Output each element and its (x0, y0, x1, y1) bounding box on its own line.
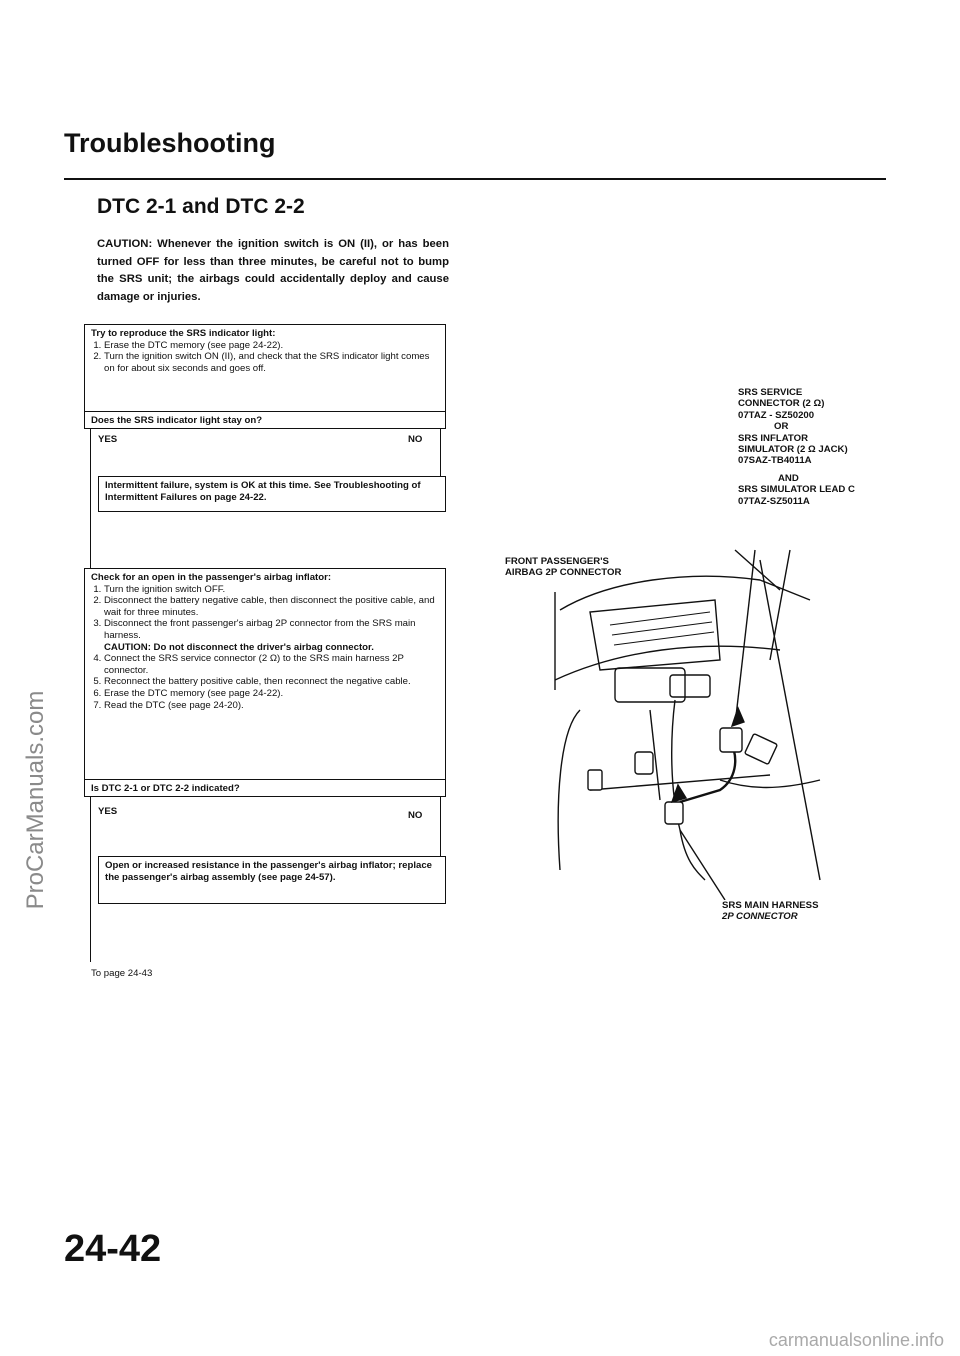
step1-item: 1. Erase the DTC memory (see page 24-22). (104, 340, 439, 352)
caution-text: CAUTION: Whenever the ignition switch is ON (II), or has been turned OFF for less than three minutes, be careful not to bump the SRS unit; the airbags could accidentally deploy and cause damage or injuries. (97, 238, 449, 303)
watermark-text: ProCarManuals.com (22, 690, 49, 910)
tool-line: 07SAZ-TB4011A (738, 455, 812, 467)
step1-heading: Try to reproduce the SRS indicator light: (91, 328, 276, 339)
step1-list (91, 340, 439, 375)
q1-right-line (440, 429, 441, 477)
result1-text: Intermittent failure, system is OK at this time. See Troubleshooting of Intermittent Failures on page 24-22. (105, 480, 421, 503)
passenger-2p-connector (720, 728, 742, 752)
step2-heading: Check for an open in the passenger's airbag inflator: (91, 572, 332, 583)
tool-line: CONNECTOR (2 Ω) (738, 398, 825, 410)
pillar-line (735, 550, 780, 590)
no1-label: NO (408, 434, 423, 445)
harness-label-line: SRS MAIN HARNESS (722, 900, 819, 911)
pillar-line (770, 550, 790, 660)
result1-box (98, 476, 446, 512)
step1-box (84, 324, 446, 412)
dashboard-outline (560, 576, 810, 610)
tool-label (738, 387, 938, 507)
footer-watermark: carmanualsonline.info (768, 1330, 944, 1350)
title-rule (64, 178, 886, 180)
question1-box (84, 411, 446, 429)
step2-list-continued (91, 653, 439, 711)
tool-line: SRS SERVICE (738, 387, 803, 398)
pillar-line (760, 560, 820, 880)
q1-left-line (90, 429, 91, 459)
tool-line: 07TAZ-SZ5011A (738, 495, 810, 507)
front-label-line: AIRBAG 2P CONNECTOR (505, 567, 622, 579)
to-page-text: To page 24-43 (91, 968, 153, 979)
harness-2p-connector (665, 802, 683, 824)
tool-line: SRS SIMULATOR LEAD C (738, 484, 855, 496)
arrow-icon (732, 708, 744, 726)
tool-line: OR (774, 421, 789, 433)
step2-list (91, 584, 439, 654)
step2-item: 1. Turn the ignition switch OFF. (104, 584, 439, 596)
section-title: DTC 2-1 and DTC 2-2 (97, 195, 305, 218)
result2-text: Open or increased resistance in the passenger's airbag inflator; replace the passenger's airbag assembly (see page 24-57). (105, 860, 432, 883)
page-title: Troubleshooting (64, 128, 276, 158)
side-watermark (14, 540, 58, 1060)
yes2-label: YES (98, 806, 118, 817)
kick-panel (720, 780, 820, 788)
step2-item-text: Disconnect the front passenger's airbag 2P connector from the SRS main harness. (104, 618, 416, 641)
question2-text: Is DTC 2-1 or DTC 2-2 indicated? (91, 783, 240, 794)
step2-item: 7. Read the DTC (see page 24-20). (104, 700, 439, 712)
step2-caution: CAUTION: Do not disconnect the driver's airbag connector. (104, 641, 374, 653)
tool-label-leader (735, 550, 755, 725)
harness-wire (558, 710, 580, 870)
harness-label-leader (680, 830, 725, 900)
harness-label-line: 2P CONNECTOR (722, 911, 798, 923)
question1-text: Does the SRS indicator light stay on? (91, 415, 263, 426)
glovebox-outline (590, 600, 720, 670)
front-label-line: FRONT PASSENGER'S (505, 556, 609, 567)
step2-item: 5. Reconnect the battery positive cable, then reconnect the negative cable. (104, 676, 439, 688)
no2-label: NO (408, 810, 423, 821)
yes1-label: YES (98, 434, 118, 445)
q2-right-line (440, 797, 441, 857)
tool-line: SIMULATOR (2 Ω JACK) (738, 444, 848, 456)
question2-box (84, 779, 446, 797)
vent-grille (610, 612, 714, 645)
tool-line: 07TAZ - SZ50200 (738, 409, 815, 421)
result2-box (98, 856, 446, 904)
step2-item: 6. Erase the DTC memory (see page 24-22). (104, 688, 439, 700)
step2-item (104, 618, 439, 653)
branch-connector (635, 752, 653, 774)
module-connector (670, 675, 710, 697)
page-number: 24-42 (64, 1228, 162, 1270)
lower-connector (588, 770, 602, 790)
step1-item: 2. Turn the ignition switch ON (II), and check that the SRS indicator light comes on for about six seconds and goes off. (104, 351, 439, 374)
step2-item: 2. Disconnect the battery negative cable, then disconnect the positive cable, and wait for three minutes. (104, 595, 439, 618)
tool-line: AND (778, 472, 799, 484)
connector-illustration (520, 540, 850, 900)
step2-box (84, 568, 446, 780)
simulator-plug (745, 734, 778, 765)
step2-item: 4. Connect the SRS service connector (2 Ω) to the SRS main harness 2P connector. (104, 653, 439, 676)
harness-connector-label (722, 900, 922, 923)
dashboard-lower (555, 646, 780, 680)
tool-line: SRS INFLATOR (738, 432, 808, 444)
